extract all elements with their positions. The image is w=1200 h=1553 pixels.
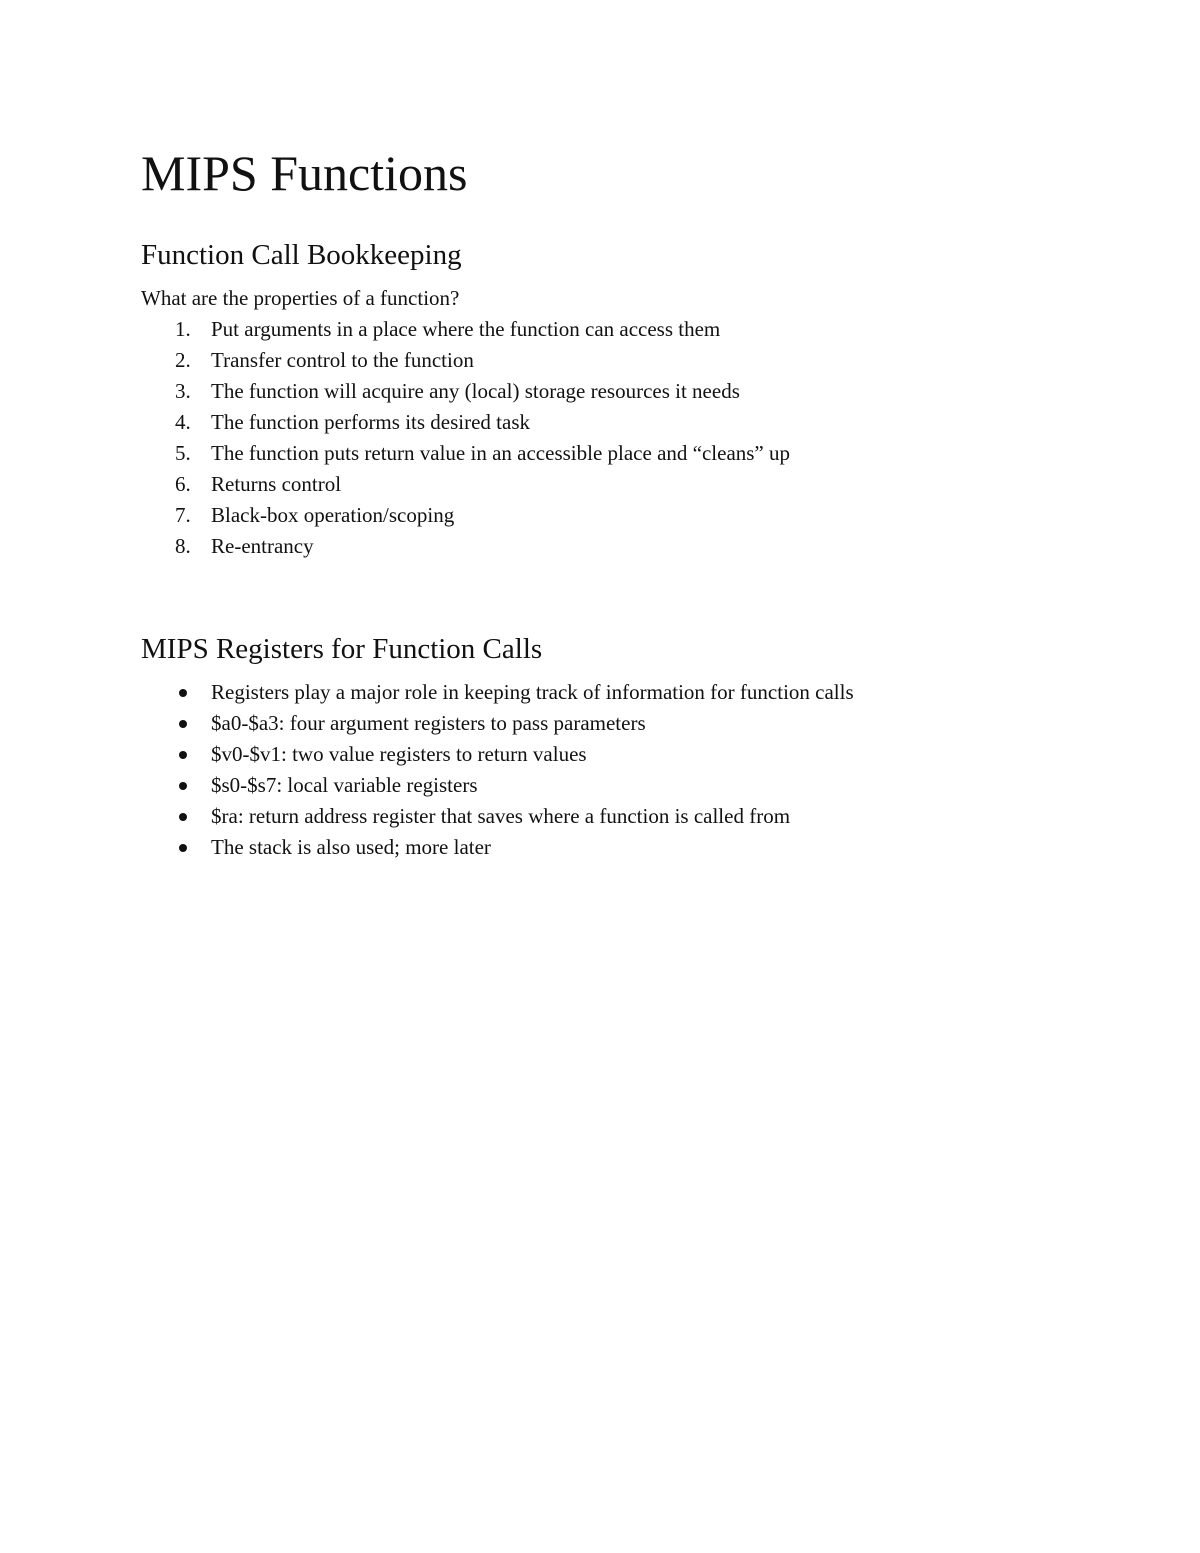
list-item-text: Black-box operation/scoping xyxy=(211,503,455,527)
list-item-text: $s0-$s7: local variable registers xyxy=(211,773,478,797)
list-item xyxy=(141,832,854,863)
list-item-text: Registers play a major role in keeping track of information for function calls xyxy=(211,680,854,704)
list-item xyxy=(141,770,854,801)
list-number: 7. xyxy=(175,503,191,527)
list-number: 1. xyxy=(175,317,191,341)
list-item-text: The function will acquire any (local) storage resources it needs xyxy=(211,379,740,403)
section-intro: What are the properties of a function? xyxy=(141,286,460,310)
list-number: 2. xyxy=(175,348,191,372)
bullet-icon xyxy=(179,813,187,821)
list-number: 5. xyxy=(175,441,191,465)
list-item xyxy=(141,500,790,531)
list-item xyxy=(141,376,790,407)
registers-list xyxy=(141,677,854,863)
list-item-text: $v0-$v1: two value registers to return values xyxy=(211,742,587,766)
list-item xyxy=(141,677,854,708)
list-item-text: $ra: return address register that saves where a function is called from xyxy=(211,804,791,828)
list-item xyxy=(141,314,790,345)
bullet-icon xyxy=(179,751,187,759)
bullet-icon xyxy=(179,689,187,697)
list-number: 6. xyxy=(175,472,191,496)
bullet-icon xyxy=(179,844,187,852)
bullet-icon xyxy=(179,720,187,728)
list-item-text: Transfer control to the function xyxy=(211,348,474,372)
list-item-text: Returns control xyxy=(211,472,342,496)
list-item xyxy=(141,407,790,438)
bullet-icon xyxy=(179,782,187,790)
properties-list xyxy=(141,314,790,562)
list-item xyxy=(141,345,790,376)
list-item xyxy=(141,801,854,832)
list-item xyxy=(141,469,790,500)
list-item-text: $a0-$a3: four argument registers to pass parameters xyxy=(211,711,646,735)
list-item-text: The stack is also used; more later xyxy=(211,835,491,859)
list-item-text: The function performs its desired task xyxy=(211,410,530,434)
list-item xyxy=(141,438,790,469)
list-number: 3. xyxy=(175,379,191,403)
list-item xyxy=(141,739,854,770)
list-item xyxy=(141,531,790,562)
section-heading-bookkeeping: Function Call Bookkeeping xyxy=(141,239,462,271)
list-item xyxy=(141,708,854,739)
list-number: 4. xyxy=(175,410,191,434)
section-heading-registers: MIPS Registers for Function Calls xyxy=(141,633,543,665)
list-item-text: The function puts return value in an accessible place and “cleans” up xyxy=(211,441,791,465)
list-item-text: Put arguments in a place where the function can access them xyxy=(211,317,721,341)
document-title: MIPS Functions xyxy=(141,145,468,201)
list-number: 8. xyxy=(175,534,191,558)
list-item-text: Re-entrancy xyxy=(211,534,314,558)
